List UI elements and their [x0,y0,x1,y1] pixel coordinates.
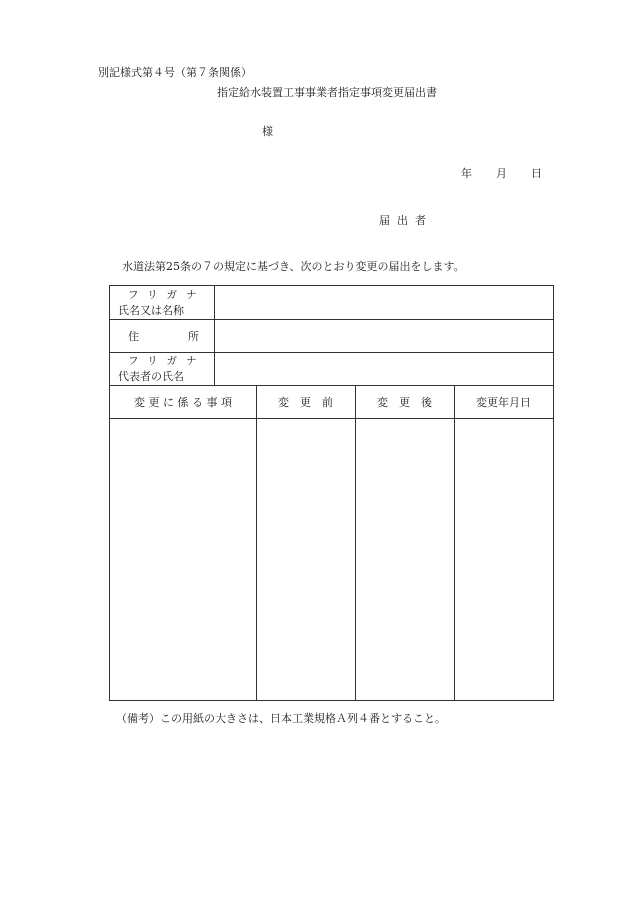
applicant-info-table [109,285,554,386]
representative-furigana-label: フリガナ [128,355,206,367]
header-change-item: 変 更 に 係 る 事 項 [134,395,232,409]
address-label-second: 所 [188,330,199,343]
date-year-label: 年 [461,167,472,180]
name-field[interactable] [328,286,554,319]
addressee-suffix: 様 [262,125,273,138]
header-after-change: 変 更 後 [377,395,432,409]
intro-text: 水道法第25条の７の規定に基づき、次のとおり変更の届出をします。 [122,260,465,273]
form-number: 別記様式第４号（第７条関係） [98,66,252,79]
address-field[interactable] [215,320,553,351]
submitter-label: 届出者 [379,214,433,227]
header-before-change: 変 更 前 [278,395,333,409]
date-day-label: 日 [531,167,542,180]
change-item-field[interactable] [111,419,255,699]
before-change-field[interactable] [257,419,354,699]
name-label: 氏名又は名称 [118,304,184,317]
representative-name-label: 代表者の氏名 [118,370,184,383]
change-details-table [109,385,554,701]
representative-name-field[interactable] [215,353,553,385]
remarks: （備考）この用紙の大きさは、日本工業規格Ａ列４番とすること。 [116,712,446,725]
header-change-date: 変更年月日 [476,395,531,409]
date-month-label: 月 [496,167,507,180]
after-change-field[interactable] [356,419,453,699]
change-date-field[interactable] [455,419,552,699]
address-label-first: 住 [128,330,139,343]
document-title: 指定給水装置工事事業者指定事項変更届出書 [217,86,437,99]
name-furigana-label: フリガナ [128,289,206,301]
